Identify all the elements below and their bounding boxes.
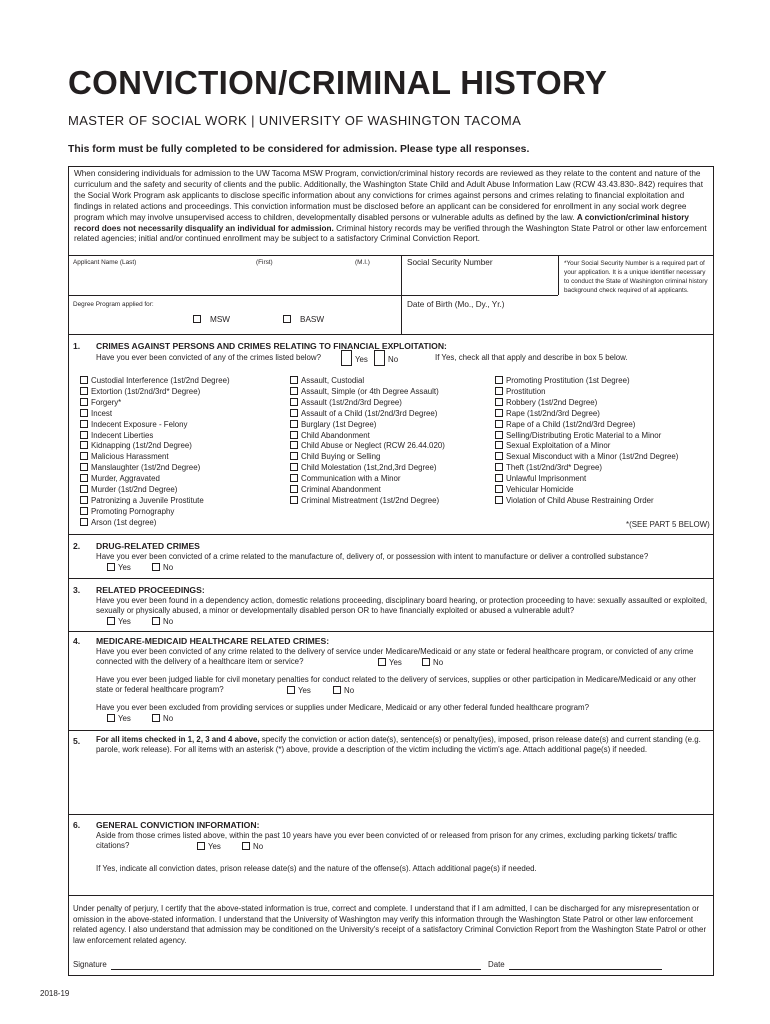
checkbox[interactable] <box>80 496 88 504</box>
checkbox[interactable] <box>341 350 352 366</box>
section-number: 6. <box>73 820 81 830</box>
crime-option[interactable] <box>80 441 192 450</box>
checkbox[interactable] <box>107 617 115 625</box>
section-1-if-yes: If Yes, check all that apply and describe in box 5 below. <box>435 353 628 362</box>
crime-label: Patronizing a Juvenile Prostitute <box>91 495 204 505</box>
crime-option[interactable] <box>290 398 402 407</box>
checkbox[interactable] <box>290 463 298 471</box>
crime-label: Promoting Prostitution (1st Degree) <box>506 376 630 385</box>
form-instruction: This form must be fully completed to be considered for admission. Please type all responses. <box>68 144 530 155</box>
checkbox[interactable] <box>80 409 88 417</box>
degree-program-label: Degree Program applied for: <box>73 301 154 308</box>
section-2-question: Have you ever been convicted of a crime related to the manufacture of, delivery of, or possession with intent to manufacture or deliver a controlled substance? <box>96 552 649 561</box>
crime-option[interactable] <box>495 420 635 429</box>
checkbox[interactable] <box>80 507 88 515</box>
crime-option[interactable] <box>80 376 230 385</box>
checkbox[interactable] <box>290 485 298 493</box>
checkbox[interactable] <box>290 441 298 449</box>
checkbox[interactable] <box>152 617 160 625</box>
checkbox[interactable] <box>290 420 298 428</box>
crime-option[interactable] <box>495 376 630 385</box>
crime-option[interactable] <box>290 376 364 385</box>
crime-label: Sexual Exploitation of a Minor <box>506 441 611 451</box>
section-4-question-1: Have you ever been convicted of any crime related to the delivery of service under Medicare/Medicaid or any state or federal healthcare program, or convicted of any crime connected with the delivery of a healthcare item or service? <box>96 647 694 667</box>
crime-label: Child Abandonment <box>301 430 370 440</box>
crime-label: Assault of a Child (1st/2nd/3rd Degree) <box>301 408 438 418</box>
checkbox[interactable] <box>422 658 430 666</box>
form-title: CONVICTION/CRIMINAL HISTORY <box>68 64 608 101</box>
crime-option[interactable] <box>80 507 174 516</box>
section-4-q2-yes-option[interactable]: Yes <box>287 686 311 695</box>
signature-label: Signature <box>73 960 107 969</box>
checkbox[interactable] <box>290 409 298 417</box>
divider <box>68 295 558 296</box>
crime-label: Assault (1st/2nd/3rd Degree) <box>301 397 402 407</box>
checkbox[interactable] <box>80 463 88 471</box>
checkbox[interactable] <box>495 409 503 417</box>
crime-label: Criminal Mistreatment (1st/2nd Degree) <box>301 495 440 505</box>
checkbox[interactable] <box>80 420 88 428</box>
crime-option[interactable] <box>495 474 586 483</box>
crime-option[interactable] <box>290 485 381 494</box>
crime-option[interactable] <box>80 409 112 418</box>
crime-option[interactable] <box>290 463 437 472</box>
crime-option[interactable] <box>495 496 654 505</box>
crime-label: Malicious Harassment <box>91 452 169 462</box>
checkbox[interactable] <box>495 420 503 428</box>
crime-label: Kidnapping (1st/2nd Degree) <box>91 441 192 451</box>
checkbox[interactable] <box>242 842 250 850</box>
crime-option[interactable] <box>495 452 678 461</box>
section-1-yes-option[interactable]: Yes <box>341 350 368 366</box>
crime-label: Incest <box>91 408 113 418</box>
crime-label: Burglary (1st Degree) <box>301 419 377 429</box>
section-1-question: Have you ever been convicted of any of the crimes listed below? <box>96 353 322 362</box>
crime-option[interactable] <box>495 431 661 440</box>
crime-label: Arson (1st degree) <box>91 517 157 527</box>
crime-option[interactable] <box>80 452 169 461</box>
section-4-q3-no-option[interactable]: No <box>152 714 173 723</box>
checkbox[interactable] <box>152 714 160 722</box>
section-6-yes-option[interactable]: Yes <box>197 842 221 851</box>
crime-option[interactable] <box>290 474 401 483</box>
ssn-note: *Your Social Security Number is a required part of your application. It is a unique identifier necessary to conduct the State of Washington criminal history background check required of all applicants. <box>564 260 708 294</box>
section-1-heading: CRIMES AGAINST PERSONS AND CRIMES RELATING TO FINANCIAL EXPLOITATION: <box>96 341 447 351</box>
checkbox[interactable] <box>80 452 88 460</box>
checkbox[interactable] <box>80 387 88 395</box>
crime-option[interactable] <box>495 387 545 396</box>
checkbox[interactable] <box>80 431 88 439</box>
checkbox[interactable] <box>80 485 88 493</box>
crime-option[interactable] <box>290 409 437 418</box>
section-4-question-3: Have you ever been excluded from providing services or supplies under Medicare, Medicaid or any other federal funded healthcare program? <box>96 703 589 712</box>
date-label: Date <box>488 960 505 969</box>
date-line[interactable] <box>509 969 662 970</box>
crime-label: Unlawful Imprisonment <box>506 474 587 484</box>
intro-bold-text: A conviction/criminal history record does not necessarily disqualify an individual for admission. <box>74 212 689 233</box>
checkbox[interactable] <box>495 431 503 439</box>
crime-label: Promoting Pornography <box>91 506 175 516</box>
checkbox[interactable] <box>333 686 341 694</box>
crime-option[interactable] <box>80 474 160 483</box>
crime-label: Murder (1st/2nd Degree) <box>91 485 178 494</box>
crime-label: Custodial Interference (1st/2nd Degree) <box>91 376 230 385</box>
section-5-instructions: For all items checked in 1, 2, 3 and 4 above, specify the conviction or action date(s), sentence(s) or penalty(ies), imposed, prison release date(s) and current standing (e.g. parole, work release). For all items with an asterisk (*) above, provide a description of the victim including the victim's age. Attach additional page(s) if needed. <box>96 735 701 755</box>
checkbox[interactable] <box>495 441 503 449</box>
form-subtitle: MASTER OF SOCIAL WORK | UNIVERSITY OF WASHINGTON TACOMA <box>68 113 522 128</box>
checkbox[interactable] <box>495 387 503 395</box>
section-4-q1-yes-option[interactable]: Yes <box>378 658 402 667</box>
crime-label: Robbery (1st/2nd Degree) <box>506 397 598 407</box>
checkbox[interactable] <box>287 686 295 694</box>
checkbox[interactable] <box>80 376 88 384</box>
section-3-heading: RELATED PROCEEDINGS: <box>96 585 205 595</box>
section-6-heading: GENERAL CONVICTION INFORMATION: <box>96 820 260 830</box>
section-4-q1-no-option[interactable]: No <box>422 658 443 667</box>
checkbox[interactable] <box>107 563 115 571</box>
crime-label: Rape of a Child (1st/2nd/3rd Degree) <box>506 419 636 429</box>
crime-label: Vehicular Homicide <box>506 485 574 494</box>
checkbox[interactable] <box>80 518 88 526</box>
section-2-heading: DRUG-RELATED CRIMES <box>96 541 200 551</box>
crime-label: Prostitution <box>506 386 546 396</box>
crime-option[interactable] <box>80 518 156 527</box>
crime-label: Child Abuse or Neglect (RCW 26.44.020) <box>301 441 445 451</box>
checkbox[interactable] <box>495 452 503 460</box>
checkbox[interactable] <box>290 496 298 504</box>
certification-text: Under penalty of perjury, I certify that the above-stated information is true, correct and complete. I understand that if I am admitted, I can be discharged for any misrepresentation or omission in the above-stated information. I understand that the University of Washington may verify this information through the Washington State Patrol or other law enforcement related agency. I also understand that admission may be conditioned on the University's receipt of a satisfactory Criminal Conviction Report from the Washington State Patrol or other law enforcement related agency. <box>73 904 707 946</box>
crime-label: Criminal Abandonment <box>301 485 381 494</box>
checkbox[interactable] <box>495 376 503 384</box>
form-year: 2018-19 <box>40 989 70 998</box>
checkbox[interactable] <box>283 315 291 323</box>
crime-option[interactable] <box>80 431 153 440</box>
section-2-no-option[interactable]: No <box>152 563 173 572</box>
crime-option[interactable] <box>290 496 439 505</box>
checkbox[interactable] <box>495 463 503 471</box>
first-name-field[interactable]: (First) <box>256 259 273 266</box>
crime-label: Indecent Exposure - Felony <box>91 419 188 429</box>
checkbox[interactable] <box>495 485 503 493</box>
crime-option[interactable] <box>290 387 439 396</box>
dob-field[interactable]: Date of Birth (Mo., Dy., Yr.) <box>407 300 505 309</box>
crime-label: Indecent Liberties <box>91 430 154 440</box>
middle-initial-field[interactable]: (M.I.) <box>355 259 370 266</box>
checkbox[interactable] <box>495 474 503 482</box>
ssn-field[interactable]: Social Security Number <box>407 258 493 267</box>
intro-text: When considering individuals for admission to the UW Tacoma MSW Program, conviction/criminal history records are reviewed as they relate to the content and nature of the curriculum and the safety and security of clients and the public. Additionally, the Washington State Child and Adult Abuse Information Law (RCW 43.43.830-.842) requires that the Social Work Program ask applicants to disclose specific information about any convictions for crimes against persons and crimes relating to financial exploitation and findings in related actions and proceedings. This conviction information must be disclosed before an applicant can be considered for enrollment in any social work degree program which may involve unsupervised access to children, developmentally disabled persons or vulnerable adults as defined by the law. A conviction/criminal history record does not necessarily disqualify an individual for admission. Criminal history records may be verified through the Washington State Patrol or other law enforcement related agencies; initial and/or continued enrollment may be subject to a satisfactory Criminal Conviction Report. <box>74 169 707 244</box>
crime-label: Violation of Child Abuse Restraining Order <box>506 495 654 505</box>
crime-label: Murder, Aggravated <box>91 474 160 484</box>
checkbox[interactable] <box>290 452 298 460</box>
crime-option[interactable] <box>495 409 600 418</box>
checkbox[interactable] <box>290 387 298 395</box>
checkbox[interactable] <box>290 474 298 482</box>
crime-option[interactable] <box>80 463 200 472</box>
checkbox[interactable] <box>290 376 298 384</box>
crime-option[interactable] <box>80 387 200 396</box>
section-4-q2-no-option[interactable]: No <box>333 686 354 695</box>
crime-label: Theft (1st/2nd/3rd* Degree) <box>506 463 603 473</box>
crime-option[interactable] <box>290 452 380 461</box>
section-4-question-2: Have you ever been judged liable for civil monetary penalties for conduct related to the delivery of services, supplies or other participation in Medicare/Medicaid or any other state or federal healthcare program? <box>96 675 697 695</box>
crime-label: Assault, Custodial <box>301 376 365 385</box>
checkbox[interactable] <box>107 714 115 722</box>
basw-option[interactable]: BASW <box>283 315 324 324</box>
see-part-5-note: *(SEE PART 5 BELOW) <box>626 520 710 529</box>
checkbox[interactable] <box>378 658 386 666</box>
msw-option[interactable]: MSW <box>193 315 230 324</box>
checkbox[interactable] <box>197 842 205 850</box>
checkbox[interactable] <box>152 563 160 571</box>
crime-label: Forgery* <box>91 397 122 407</box>
signature-line[interactable] <box>111 969 481 970</box>
section-number: 5. <box>73 736 81 746</box>
crime-label: Selling/Distributing Erotic Material to a Minor <box>506 430 662 440</box>
section-number: 1. <box>73 341 81 351</box>
crime-label: Extortion (1st/2nd/3rd* Degree) <box>91 386 201 396</box>
section-6-question: Aside from those crimes listed above, within the past 10 years have you ever been convicted of or released from prison for any crimes, excluding parking tickets/ traffic citations? <box>96 831 677 851</box>
checkbox[interactable] <box>495 398 503 406</box>
crime-option[interactable] <box>80 420 188 429</box>
crime-label: Assault, Simple (or 4th Degree Assault) <box>301 386 439 396</box>
checkbox[interactable] <box>374 350 385 366</box>
section-4-heading: MEDICARE-MEDICAID HEALTHCARE RELATED CRIMES: <box>96 636 330 646</box>
last-name-field[interactable]: Applicant Name (Last) <box>73 259 137 266</box>
checkbox[interactable] <box>80 398 88 406</box>
crime-option[interactable] <box>80 496 204 505</box>
crime-option[interactable] <box>495 441 610 450</box>
section-3-question: Have you ever been found in a dependency action, domestic relations proceeding, disciplinary board hearing, or protection proceeding to have: sexually assaulted or exploited, sexually or physically abused, a minor or developmentally disabled person OR to have financially exploited or abused a vulnerable adult? <box>96 596 708 616</box>
section-number: 2. <box>73 541 81 551</box>
checkbox[interactable] <box>495 496 503 504</box>
crime-option[interactable] <box>80 398 121 407</box>
crime-label: Communication with a Minor <box>301 474 401 484</box>
section-6-no-option[interactable]: No <box>242 842 263 851</box>
section-1-no-option[interactable]: No <box>374 350 398 366</box>
section-3-yes-option[interactable]: Yes <box>107 617 131 626</box>
section-6-if-yes: If Yes, indicate all conviction dates, prison release date(s) and the nature of the offense(s). Attach additional page(s) if needed. <box>96 864 537 873</box>
section-4-q3-yes-option[interactable]: Yes <box>107 714 131 723</box>
section-number: 4. <box>73 636 81 646</box>
checkbox[interactable] <box>290 431 298 439</box>
divider <box>68 255 714 256</box>
crime-option[interactable] <box>495 398 597 407</box>
crime-option[interactable] <box>495 463 602 472</box>
crime-option[interactable] <box>495 485 574 494</box>
crime-label: Sexual Misconduct with a Minor (1st/2nd Degree) <box>506 452 679 462</box>
crime-option[interactable] <box>290 420 376 429</box>
crime-option[interactable] <box>290 441 445 450</box>
crime-label: Rape (1st/2nd/3rd Degree) <box>506 408 600 418</box>
crime-label: Child Molestation (1st,2nd,3rd Degree) <box>301 463 437 473</box>
crime-option[interactable] <box>290 431 370 440</box>
checkbox[interactable] <box>193 315 201 323</box>
checkbox[interactable] <box>290 398 298 406</box>
section-number: 3. <box>73 585 81 595</box>
section-2-yes-option[interactable]: Yes <box>107 563 131 572</box>
crime-label: Manslaughter (1st/2nd Degree) <box>91 463 201 473</box>
checkbox[interactable] <box>80 474 88 482</box>
crime-label: Child Buying or Selling <box>301 452 381 462</box>
section-3-no-option[interactable]: No <box>152 617 173 626</box>
crime-option[interactable] <box>80 485 177 494</box>
checkbox[interactable] <box>80 441 88 449</box>
divider <box>558 255 559 295</box>
